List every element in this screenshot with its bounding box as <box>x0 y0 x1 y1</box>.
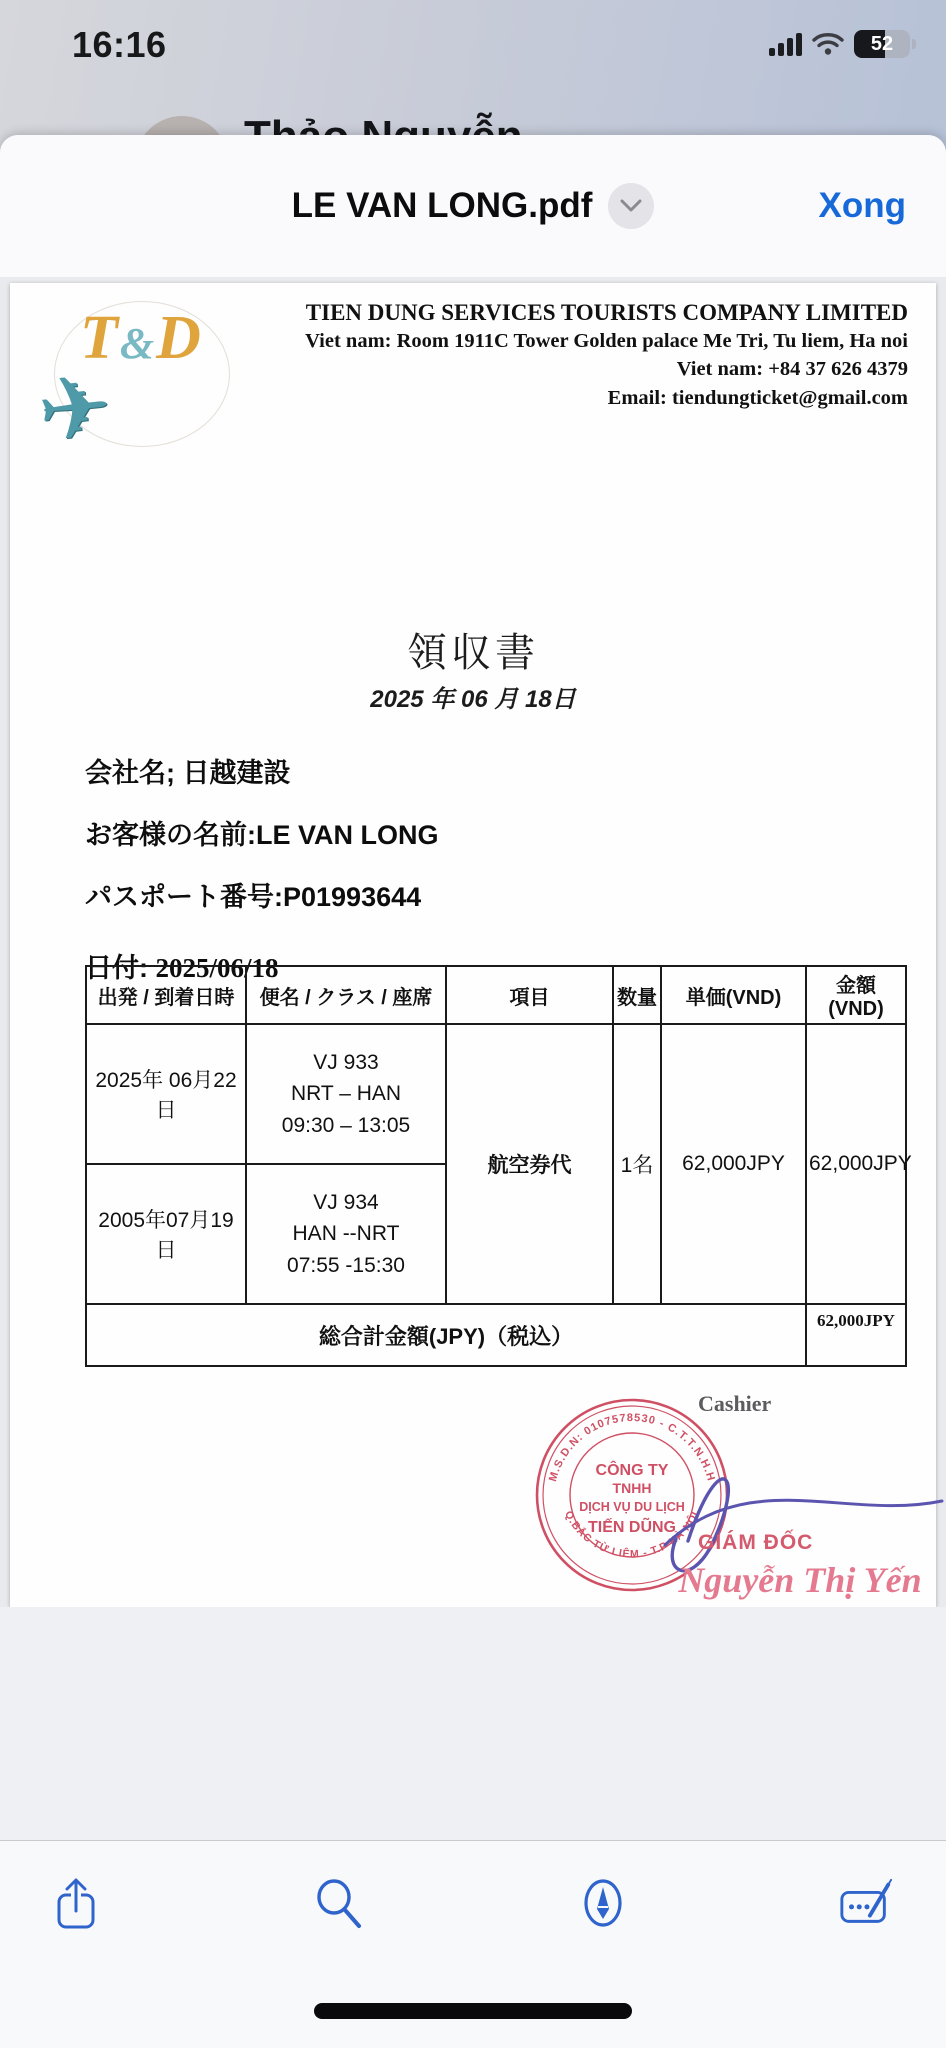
share-button[interactable] <box>48 1873 104 1935</box>
col-header-datetime: 出発 / 到着日時 <box>86 966 246 1024</box>
document-title: LE VAN LONG.pdf <box>291 186 593 225</box>
total-label: 総合計金額(JPY)（税込） <box>86 1304 806 1366</box>
quicklook-sheet <box>0 135 946 2048</box>
table-row <box>86 1024 906 1164</box>
company-header <box>305 299 908 412</box>
receipt-date: 2025 年 06 月 18日 <box>370 686 576 713</box>
cellular-signal-icon <box>769 32 802 56</box>
cell-flight-1: VJ 933 NRT – HAN 09:30 – 13:05 <box>246 1024 446 1164</box>
chevron-down-icon <box>620 199 642 213</box>
cell-date-1: 2025年 06月22日 <box>86 1024 246 1164</box>
wifi-icon <box>812 32 844 56</box>
cell-date-2: 2005年07月19日 <box>86 1164 246 1304</box>
stamp-arc-bottom: Q.BẮC TỪ LIÊM - T.P HÀ NỘI <box>562 1509 702 1561</box>
director-title: GIÁM ĐỐC <box>698 1531 814 1554</box>
director-signature-name: Nguyễn Thị Yến <box>678 1560 922 1600</box>
cashier-label: Cashier <box>698 1391 772 1416</box>
signature-box-icon <box>838 1876 894 1932</box>
info-customer-line: お客様の名前:LE VAN LONG <box>85 820 439 850</box>
company-logo <box>32 295 242 464</box>
table-total-row <box>86 1304 906 1366</box>
company-address: Viet nam: Room 1911C Tower Golden palace Me Tri, Tu liem, Ha noi <box>305 330 908 353</box>
info-passport-line: パスポート番号:P01993644 <box>85 882 422 912</box>
stamp-line-1: CÔNG TY <box>595 1462 669 1479</box>
col-header-flight: 便名 / クラス / 座席 <box>246 966 446 1024</box>
status-icons <box>769 30 910 58</box>
stamp-line-3: DỊCH VỤ DU LỊCH <box>579 1500 685 1514</box>
company-phone: Viet nam: +84 37 626 4379 <box>676 358 908 381</box>
col-header-item: 項目 <box>446 966 613 1024</box>
stamp-line-2: TNHH <box>612 1480 652 1496</box>
stamp-line-4: TIẾN DŨNG <box>588 1519 676 1536</box>
logo-monogram: T&D <box>80 304 203 372</box>
receipt-title: 領収書 <box>407 631 539 675</box>
company-email: Email: tiendungticket@gmail.com <box>607 386 908 409</box>
company-name: TIEN DUNG SERVICES TOURISTS COMPANY LIMITED <box>305 300 908 325</box>
info-date-line: 日付: 2025/06/18 <box>85 953 279 983</box>
pdf-page[interactable] <box>10 283 936 1607</box>
total-value: 62,000JPY <box>806 1304 906 1366</box>
search-button[interactable] <box>311 1873 367 1935</box>
cell-flight-2: VJ 934 HAN --NRT 07:55 -15:30 <box>246 1164 446 1304</box>
col-header-unitprice: 単価(VND) <box>661 966 806 1024</box>
receipt-table <box>85 965 912 1367</box>
search-icon <box>313 1877 365 1931</box>
markup-pencil-icon <box>579 1875 627 1933</box>
col-header-qty: 数量 <box>613 966 661 1024</box>
airplane-icon: ✈ <box>32 353 117 464</box>
markup-button[interactable] <box>575 1873 631 1935</box>
cell-quantity: 1名 <box>613 1024 661 1304</box>
battery-icon: 52 <box>854 30 910 58</box>
sheet-header <box>0 135 946 277</box>
info-company-line: 会社名; 日越建設 <box>85 758 291 788</box>
status-time: 16:16 <box>72 24 167 65</box>
home-indicator[interactable] <box>314 2003 632 2019</box>
col-header-amount: 金額(VND) <box>806 966 906 1024</box>
stamp-arc-top: M.S.D.N: 0107578530 - C.T.T.N.H.H <box>547 1411 717 1483</box>
scroll-background <box>0 1607 946 1840</box>
table-header-row <box>86 966 906 1024</box>
cell-unit-price: 62,000JPY <box>661 1024 806 1304</box>
cell-amount: 62,000JPY <box>806 1024 906 1304</box>
done-button[interactable]: Xong <box>819 135 906 277</box>
share-icon <box>51 1875 101 1933</box>
title-menu-button[interactable] <box>608 183 654 229</box>
cell-item: 航空券代 <box>446 1024 613 1304</box>
signature-button[interactable] <box>838 1873 894 1935</box>
